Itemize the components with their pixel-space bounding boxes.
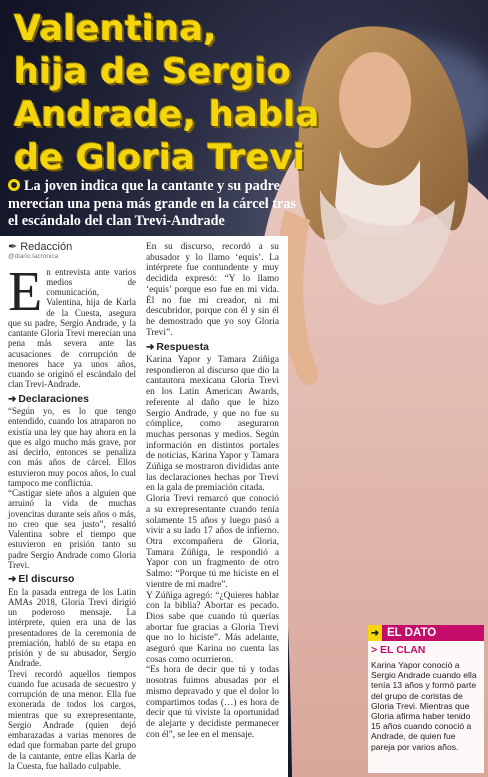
el-dato-title: EL DATO: [387, 627, 437, 639]
article-paragraph: “Es hora de decir que tú y todas nosotras fuimos abusadas por el mismo depravado y que el dolor lo compartimos todas (…) es hora de decir que tú viviste la oportunidad de alejarte y decidiste permanecer con él”, se lee en el mensaje.: [146, 665, 279, 740]
section-heading-respuesta: ➜ Respuesta: [146, 342, 209, 354]
article-paragraph: “Castigar siete años a alguien que arruinó la vida de muchas jovencitas durante seis años o más, no creo que sea justo”, resaltó Valentina sobre el tiempo que estuvieron en prisión tanto su padre Sergio Andrade como Gloria Trevi.: [8, 488, 136, 570]
headline-line: de Gloria Trevi: [14, 138, 306, 178]
el-dato-subtitle: > EL CLAN: [371, 644, 426, 656]
article-paragraph: “Según yo, es lo que tengo entendido, cuando los atraparon no existía una ley que hay ahora en la que es algo mucho más grave, por así decirlo, entonces se penaliza con más años de cárcel. Ellos estuvieron muy pocos años, lo cual tampoco me conflictúa.: [8, 405, 136, 488]
arrow-right-icon: ➜: [368, 625, 382, 641]
section-heading-declaraciones: ➜ Declaraciones: [8, 393, 89, 405]
article-paragraph: En la pasada entrega de los Latin AMAs 2018, Gloria Trevi dirigió un poderoso mensaje. La intérprete, quien era una de las presentadores de la ceremonia de premiación, habló de su etapa en prisión y de su abusador, Sergio Andrade.: [8, 586, 136, 669]
el-dato-box: [368, 641, 484, 773]
headline-line: hija de Sergio: [14, 52, 292, 92]
el-dato-header: [368, 625, 484, 641]
arrow-right-icon: ➜: [146, 342, 155, 354]
article-paragraph: Y Zúñiga agregó: “¿Quieres hablar con la biblia? Abortar es pecado. Dios sabe que cuando tú querías abortar fue gracias a Gloria Trevi que no lo hiciste”. Más adelante, aseguró que Karina no cuenta las cosas como ocurrieron.: [146, 590, 279, 665]
article-paragraph: Gloria Trevi remarcó que conoció a su exrepresentante cuando tenía solamente 15 años y luego pasó a vivir a su lado 17 años de infierno. Otra excompañera de Gloria, Tamara Zúñiga, le respondió a Yapor con un fragmento de otro Salmo: “Porque tú me hiciste en el vientre de mi madre”.: [146, 494, 279, 590]
article-intro: En entrevista ante varios medios de comunicación, Valentina, hija de Karla de la Cuesta, asegura que su padre, Sergio Andrade, y la cantante Gloria Trevi merecían una pena más severa ante las acusaciones de corrupción de menores hace ya unos años, cuando se originó el escándalo del clan Trevi-Andrade.: [8, 260, 136, 390]
article-paragraph: Karina Yapor y Tamara Zúñiga respondieron al discurso que dio la cantautora mexicana Gloria Trevi en los Latin American Awards, referente al daño que le hizo Sergio Andrade, y que no fue su cómplice, como aseguraron muchas personas y medios. Según información en distintos portales de noticias, Karina Yapor y Tamara Zúñiga se mostraron divididas ante las declaraciones hechas por Trevi en la gala de premiación citada.: [146, 355, 279, 494]
byline: [8, 242, 136, 252]
headline-line: Valentina,: [14, 9, 218, 49]
headline: [14, 8, 334, 180]
pen-icon: ✒: [8, 241, 18, 253]
byline-handle: @diario.lacronica: [8, 253, 59, 261]
arrow-right-icon: ➜: [8, 393, 17, 405]
drop-cap: E: [8, 260, 43, 323]
article-column-2: [146, 242, 279, 740]
article-column-1: [8, 242, 136, 771]
article-paragraph: Trevi recordó aquellos tiempos cuando fue acusada de secuestro y corrupción de una menor. Ella fue exonerada de todos los cargos, mientras que su exrepresentante, Sergio Andrade (quien dejó embarazadas a varias menores de edad que formaban parte del grupo de la cantante, entre ellas Karla de la Cuesta, fue hallado culpable.: [8, 668, 136, 772]
headline-line: Andrade, habla: [14, 95, 320, 135]
subheadline: [8, 178, 308, 231]
article-paragraph: En su discurso, recordó a su abusador y lo llamo ‘equis’. La intérprete fue contundente y muy decidida expresó: “Y lo llamo ‘equis’ porque eso fue en mi vida. Él no fue mi creador, ni mi descubridor, porque con él y sin él he demostrado que yo soy Gloria Trevi”.: [146, 242, 279, 338]
bullet-icon: [8, 179, 20, 191]
arrow-right-icon: ➜: [8, 574, 17, 586]
section-heading-discurso: ➜ El discurso: [8, 574, 75, 586]
byline-author: Redacción: [20, 241, 73, 253]
subheadline-text: La joven indica que la cantante y su padre merecían una pena más grande en la cárcel tras el escándalo del clan Trevi-Andrade: [8, 178, 296, 229]
el-dato-text: Karina Yapor conoció a Sergio Andrade cuando ella tenía 13 años y formó parte del grupo de coristas de Gloria Trevi. Mientras que Gloria afirma haber tenido 15 años cuando conoció a Andrade, de quien fue pareja por varios años.: [371, 660, 477, 752]
